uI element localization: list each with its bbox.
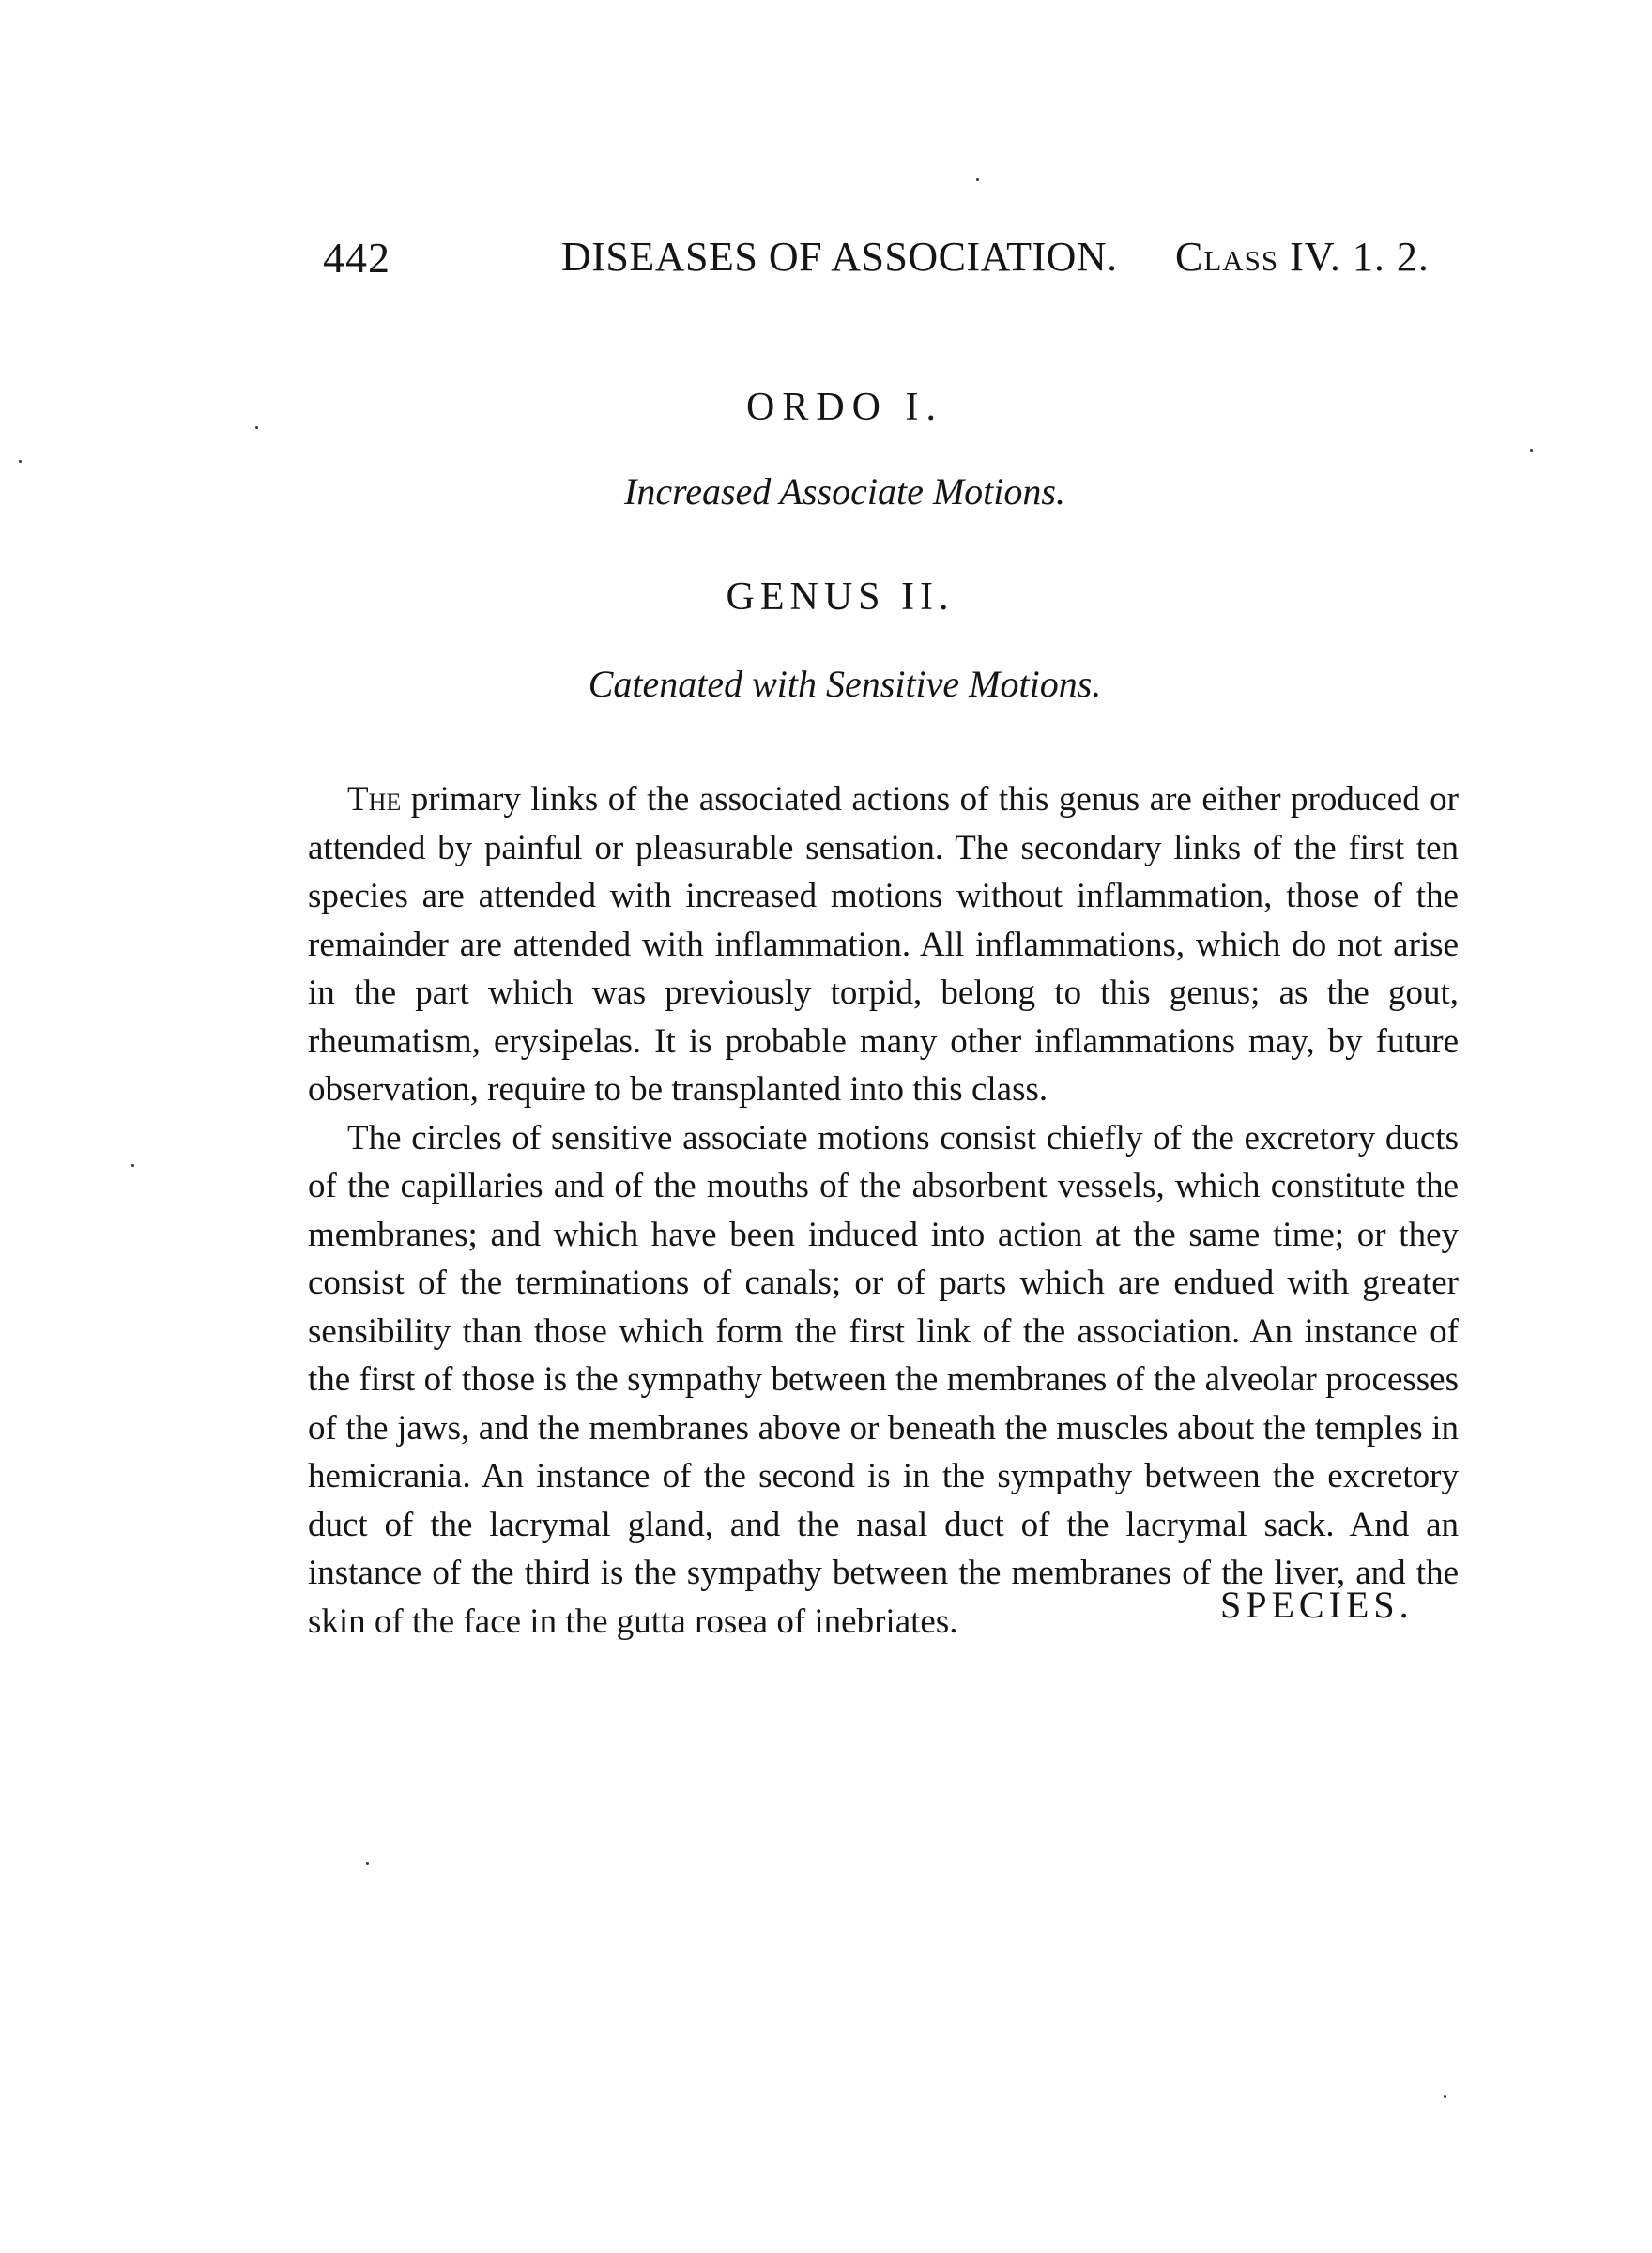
- page-number: 442: [323, 234, 390, 282]
- class-reference: Class IV. 1. 2.: [1175, 234, 1430, 280]
- paragraph-1: [308, 775, 1459, 1114]
- scan-speck: [1444, 2095, 1446, 2098]
- genus-heading: GENUS II.: [726, 575, 955, 619]
- catchword: SPECIES.: [1220, 1584, 1414, 1626]
- running-title: DISEASES OF ASSOCIATION.: [561, 234, 1118, 280]
- paragraph-lead-word: The: [347, 780, 402, 819]
- scan-speck: [366, 1862, 369, 1865]
- scan-speck: [131, 1164, 134, 1167]
- ordo-heading: ORDO I.: [746, 386, 943, 429]
- scan-speck: [976, 178, 979, 181]
- scan-speck: [19, 460, 22, 463]
- paragraph-1-text: primary links of the associated actions of this genus are either produced or attended by painful or pleasurable sensation. The secondary links of the first ten species are attended with increased motions without inflammation, those of the remainder are attended with inflammation. All inflammations, which do not arise in the part which was previously torpid, belong to this genus; as the gout, rheumatism, erysipelas. It is probable many other inflammations may, by future observation, require to be transplanted into this class.: [308, 780, 1459, 1109]
- running-head: [0, 233, 1652, 289]
- scan-speck: [1530, 449, 1533, 452]
- genus-subtitle: Catenated with Sensitive Motions.: [588, 663, 1102, 705]
- body-text: [308, 775, 1459, 1646]
- scan-speck: [255, 426, 258, 429]
- ordo-subtitle: Increased Associate Motions.: [624, 470, 1065, 513]
- paragraph-2: The circles of sensitive associate motions consist chiefly of the excretory ducts of the capillaries and of the mouths of the absorbent vessels, which constitute the membranes; and which have been induced into action at the same time; or they consist of the terminations of canals; or of parts which are endued with greater sensibility than those which form the first link of the association. An instance of the first of those is the sympathy between the membranes of the alveolar processes of the jaws, and the membranes above or beneath the muscles about the temples in hemicrania. An instance of the second is in the sympathy between the excretory duct of the lacrymal gland, and the nasal duct of the lacrymal sack. And an instance of the third is the sympathy between the membranes of the liver, and the skin of the face in the gutta rosea of inebriates.: [308, 1118, 1459, 1641]
